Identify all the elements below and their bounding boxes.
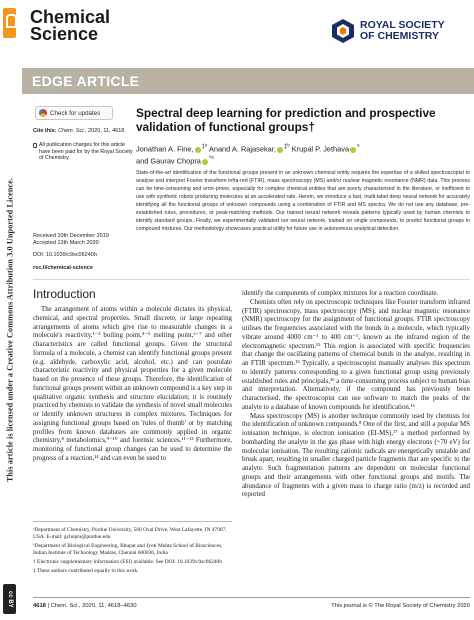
orcid-icon[interactable] [350, 147, 356, 153]
paragraph: The arrangement of atoms within a molecule dictates its physical, chemical, and spectral properties. Small discrete, or large repeating arrangements of atoms which give rise to measurable changes in a molecule's reactivity,¹⁻³ boiling point,⁴⁻⁵ melting point,⁶⁻⁷ and other characteristics are called functional groups. Given the structural formula of a molecule, a chemist can identify functional groups present (e.g. aldehyde, carboxylic acid, alcohol, etc.) and can postulate characteristic reactivity and physical properties for a given molecule based on the presence of these groups. Therefore, the identification of functional groups present within an unknown compound is a key step in qualitative organic synthesis and structure elucidation; it is routinely practiced by chemists to validate the synthesis of novel small molecules or identify unknown structures in complex mixtures. Techniques for assigning functional groups based on 'rules of thumb' or by matching profiles from known databases are commonly applied in organic chemistry,⁸ metabolomics,⁹⁻¹⁰ and forensic sciences.¹¹⁻¹³ Furthermore, monitoring of functional group changes can be used to determine the progress of a reaction,¹⁴ and can even be used to [33, 306, 232, 462]
license-strip [0, 0, 20, 620]
footer-citation: Chem. Sci., 2020, 11, 4618–4630 [50, 603, 137, 609]
footnote: † Electronic supplementary information (ESI) available. See DOI: 10.1039/c9sc06240h [33, 559, 222, 565]
publication-charges-note: All publication charges for this article have been paid for by the Royal Society of Chemistry [33, 142, 133, 162]
crossmark-icon [39, 109, 47, 117]
paragraph: Mass spectroscopy (MS) is another technique commonly used by chemists for the identification of unknown compounds.⁸ One of the first, and still a popular MS ionisation technique, is electron ionisation (EI-MS),¹⁷ a method performed by bombarding the analyte in the gas phase with high energy electrons (~70 eV) for molecular ionisation. The resulting cationic radicals are energetically unstable and break apart, resulting in smaller charged particle fragments that are specific to the analyte. Such fragmentation patterns are dependent on molecular functional groups and their arrangements with other functional groups and motifs. The abundance of fragments with a given mass to charge ratio (m/z) is recorded and reported [242, 412, 470, 499]
article-dates: Received 10th December 2019 Accepted 13th March 2020 [33, 233, 109, 247]
page-number: 4618 [33, 603, 46, 609]
article-type-bar [22, 68, 474, 94]
paragraph: identify the components of complex mixtures for a reaction coordinate. [242, 290, 439, 297]
paragraph: Chemists often rely on spectroscopic techniques like Fourier transform infrared (FTIR) spectroscopy, mass spectroscopy (MS), and nuclear magnetic resonance (NMR) spectroscopy for the assignment of functional groups. FTIR spectroscopy utilises the frequencies associated with the bonds in a molecule, which typically vibrate around 4000 cm⁻¹ to 400 cm⁻¹, known as the infrared region of the electromagnetic spectrum.¹⁵ This region is associated with specific frequencies that change the oscillating patterns of chemical bonds in the analyte, resulting in an FTIR spectrum.¹⁵ Typically, a spectroscopist manually analyses this spectrum to identify patterns corresponding to a given functional group using previously established rules and principals,¹⁶ a time-consuming process subject to human bias and interpretation. Alternatively, if the compound has previously been characterised, the spectroscopist can use software to match the peaks of the analyte to a database of known compounds for identification.¹⁶ [242, 298, 470, 411]
doi[interactable]: DOI: 10.1039/c9sc06240h [33, 252, 97, 258]
cc-by-icon: cc BY [3, 584, 16, 614]
license-text: This article is licensed under a Creative Commons Attribution 3.0 Unported Licence. [5, 177, 15, 483]
body-column-left [33, 306, 232, 464]
footnote: ᵇDepartment of Biological Engineering, Bhupat and Jyoti Mehta School of Biosciences, Indian Institute of Technology Madras, Chennai 600036, India [33, 543, 223, 556]
body-column-right [242, 290, 470, 500]
author-list: Jonathan A. Fine, $^{\ddagger ᵃ}$ Anand A. Rajasekar, $^{\ddagger ᵇ}$ Krupal P. Jethava $^ᵃ$ and Gaurav Chopra $^{*ᵃ}$ [136, 143, 360, 166]
introduction-heading: Introduction [33, 287, 96, 301]
rsc-logo-icon [330, 18, 356, 44]
open-lock-icon [33, 143, 37, 148]
journal-link[interactable]: rsc.li/chemical-science [33, 265, 93, 271]
footnote: ‡ These authors contributed equally to this work. [33, 568, 139, 574]
open-access-icon [3, 8, 16, 38]
section-divider [33, 279, 470, 280]
orcid-icon[interactable] [195, 147, 201, 153]
article-title: Spectral deep learning for prediction and prospective validation of functional groups† [136, 106, 436, 134]
orcid-icon[interactable] [202, 159, 208, 165]
publisher-name: ROYAL SOCIETY OF CHEMISTRY [360, 19, 445, 42]
citation: Cite this: Chem. Sci., 2020, 11, 4618 [33, 128, 125, 134]
footnote: ᵃDepartment of Chemistry, Purdue University, 560 Oval Drive, West Lafayette, IN 47907, USA. E-mail: gchopra@purdue.edu [33, 527, 227, 540]
page-footer: 4618 | Chem. Sci., 2020, 11, 4618–4630 This journal is © The Royal Society of Chemistry 2020 [33, 597, 470, 609]
footnotes [33, 521, 232, 577]
check-for-updates-button[interactable]: Check for updates [35, 106, 113, 120]
orcid-icon[interactable] [277, 147, 283, 153]
copyright: This journal is © The Royal Society of Chemistry 2020 [331, 603, 470, 609]
article-type-label: EDGE ARTICLE [32, 73, 140, 89]
abstract: State-of-the-art identification of the functional groups present in an unknown chemical entity requires the expertise of a skilled spectroscopist to analyse and interpret Fourier transform infra-red (FTIR), mass spectroscopy (MS) and/or nuclear magnetic resonance (NMR) data. This process can be time-consuming and error-prone, especially for complex chemical entities that are poorly characterised in the literature, or inefficient to use with synthetic robots producing molecules at an accelerated rate. Herein, we introduce a fast, multi-label deep neural network for accurately identifying all the functional groups of unknown compounds using a combination of FTIR and MS spectra. We do not use any database, pre-established rules, procedures, or peak-matching methods. Our trained neural network reveals patterns typically used by human chemists to identify standard groups. Finally, we experimentally validated our neural network, trained on single compounds, to predict functional groups in compound mixtures. Our methodology showcases practical utility for future use in autonomous analytical detection. [136, 170, 470, 233]
journal-title: Chemical Science [30, 7, 111, 44]
